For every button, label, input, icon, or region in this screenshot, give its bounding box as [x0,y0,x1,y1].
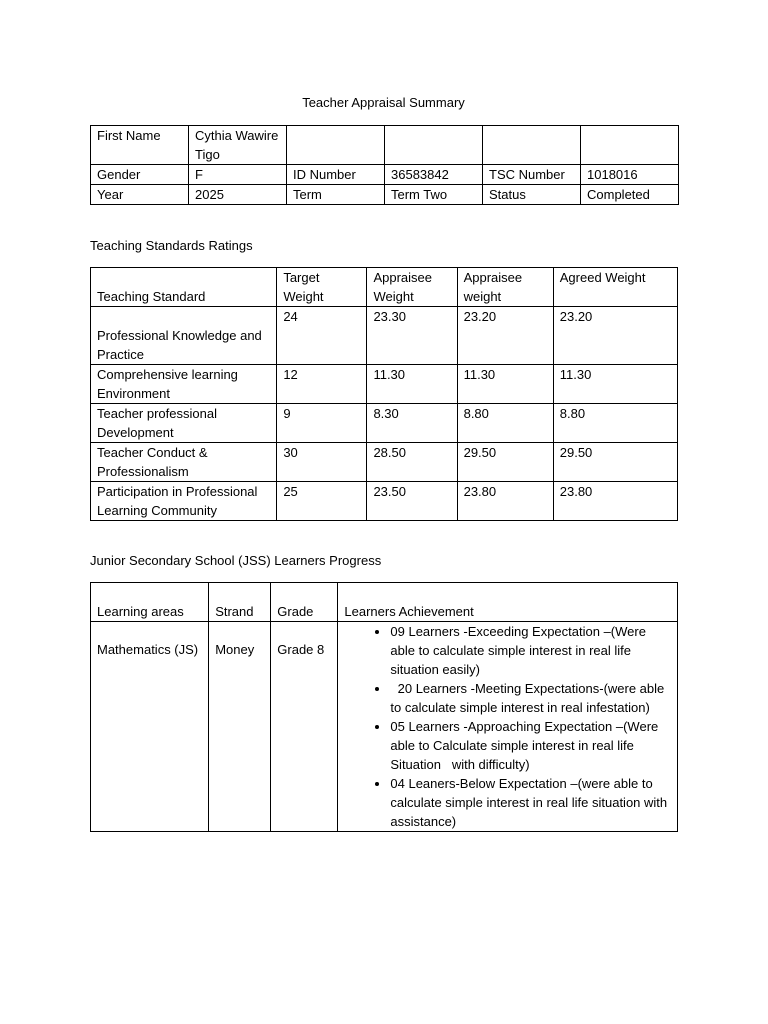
header-appraisee-weight: Appraisee Weight [367,268,457,307]
standard-name: Comprehensive learning Environment [91,365,277,404]
standard-name: Participation in Professional Learning Community [91,482,277,521]
tsc-number-value: 1018016 [581,165,679,185]
target-weight: 24 [277,307,367,365]
table-row [91,365,678,404]
status-value: Completed [581,185,679,205]
appraisee-weight-2: 23.80 [457,482,553,521]
strand [209,622,271,832]
status-label: Status [483,185,581,205]
term-label: Term [287,185,385,205]
learning-area [91,622,209,832]
agreed-weight: 29.50 [553,443,677,482]
appraisee-weight: 8.30 [367,404,457,443]
table-row [91,307,678,365]
appraisee-weight-2: 8.80 [457,404,553,443]
profile-row-gender [91,165,679,185]
agreed-weight: 23.80 [553,482,677,521]
list-item: • 09 Learners -Exceeding Expectation –(Were able to calculate simple interest in real life situation easily) [390,622,671,679]
profile-row-name [91,126,679,165]
target-weight: 30 [277,443,367,482]
header-strand: Strand [209,583,271,622]
empty-cell [483,126,581,165]
list-item: • 20 Learners -Meeting Expectations-(were able to calculate simple interest in real infestation) [390,679,671,717]
first-name-label: First Name [91,126,189,165]
progress-header-row [91,583,678,622]
appraisee-weight: 28.50 [367,443,457,482]
id-number-label: ID Number [287,165,385,185]
table-row [91,443,678,482]
standard-name: Teacher Conduct & Professionalism [91,443,277,482]
standards-header-row [91,268,678,307]
gender-label: Gender [91,165,189,185]
standards-heading: Teaching Standards Ratings [90,238,253,253]
page-title: Teacher Appraisal Summary [302,95,465,110]
grade [271,622,338,832]
empty-cell [385,126,483,165]
agreed-weight: 11.30 [553,365,677,404]
gender-value: F [189,165,287,185]
learners-achievement [338,622,678,832]
list-item: • 05 Learners -Approaching Expectation –(Were able to Calculate simple interest in real life Situation with difficulty) [390,717,671,774]
empty-cell [287,126,385,165]
teacher-profile-table [90,125,679,205]
target-weight: 12 [277,365,367,404]
appraisee-weight-2: 23.20 [457,307,553,365]
header-learners-achievement: Learners Achievement [338,583,678,622]
appraisee-weight-2: 11.30 [457,365,553,404]
first-name-value: Cythia Wawire Tigo [189,126,287,165]
appraisee-weight: 23.30 [367,307,457,365]
appraisee-weight: 11.30 [367,365,457,404]
agreed-weight: 23.20 [553,307,677,365]
strand-text: Money [215,642,255,657]
learning-area-text: Mathematics (JS) [97,642,199,657]
header-agreed-weight: Agreed Weight [553,268,677,307]
year-label: Year [91,185,189,205]
header-learning-areas: Learning areas [91,583,209,622]
header-target-weight: Target Weight [277,268,367,307]
empty-cell [581,126,679,165]
id-number-value: 36583842 [385,165,483,185]
table-row [91,622,678,832]
standard-name: Professional Knowledge and Practice [91,307,277,365]
target-weight: 9 [277,404,367,443]
tsc-number-label: TSC Number [483,165,581,185]
appraisee-weight-2: 29.50 [457,443,553,482]
appraisee-weight: 23.50 [367,482,457,521]
year-value: 2025 [189,185,287,205]
agreed-weight: 8.80 [553,404,677,443]
standard-name: Teacher professional Development [91,404,277,443]
list-item: • 04 Leaners-Below Expectation –(were able to calculate simple interest in real life situation with assistance) [390,774,671,831]
target-weight: 25 [277,482,367,521]
learners-progress-table [90,582,678,832]
profile-row-year [91,185,679,205]
header-teaching-standard: Teaching Standard [91,268,277,307]
grade-text: Grade 8 [277,642,325,657]
header-appraisee-weight-2: Appraisee weight [457,268,553,307]
achievement-list [344,622,671,831]
term-value: Term Two [385,185,483,205]
table-row [91,404,678,443]
teaching-standards-table [90,267,678,521]
table-row [91,482,678,521]
header-grade: Grade [271,583,338,622]
progress-heading: Junior Secondary School (JSS) Learners Progress [90,553,382,568]
